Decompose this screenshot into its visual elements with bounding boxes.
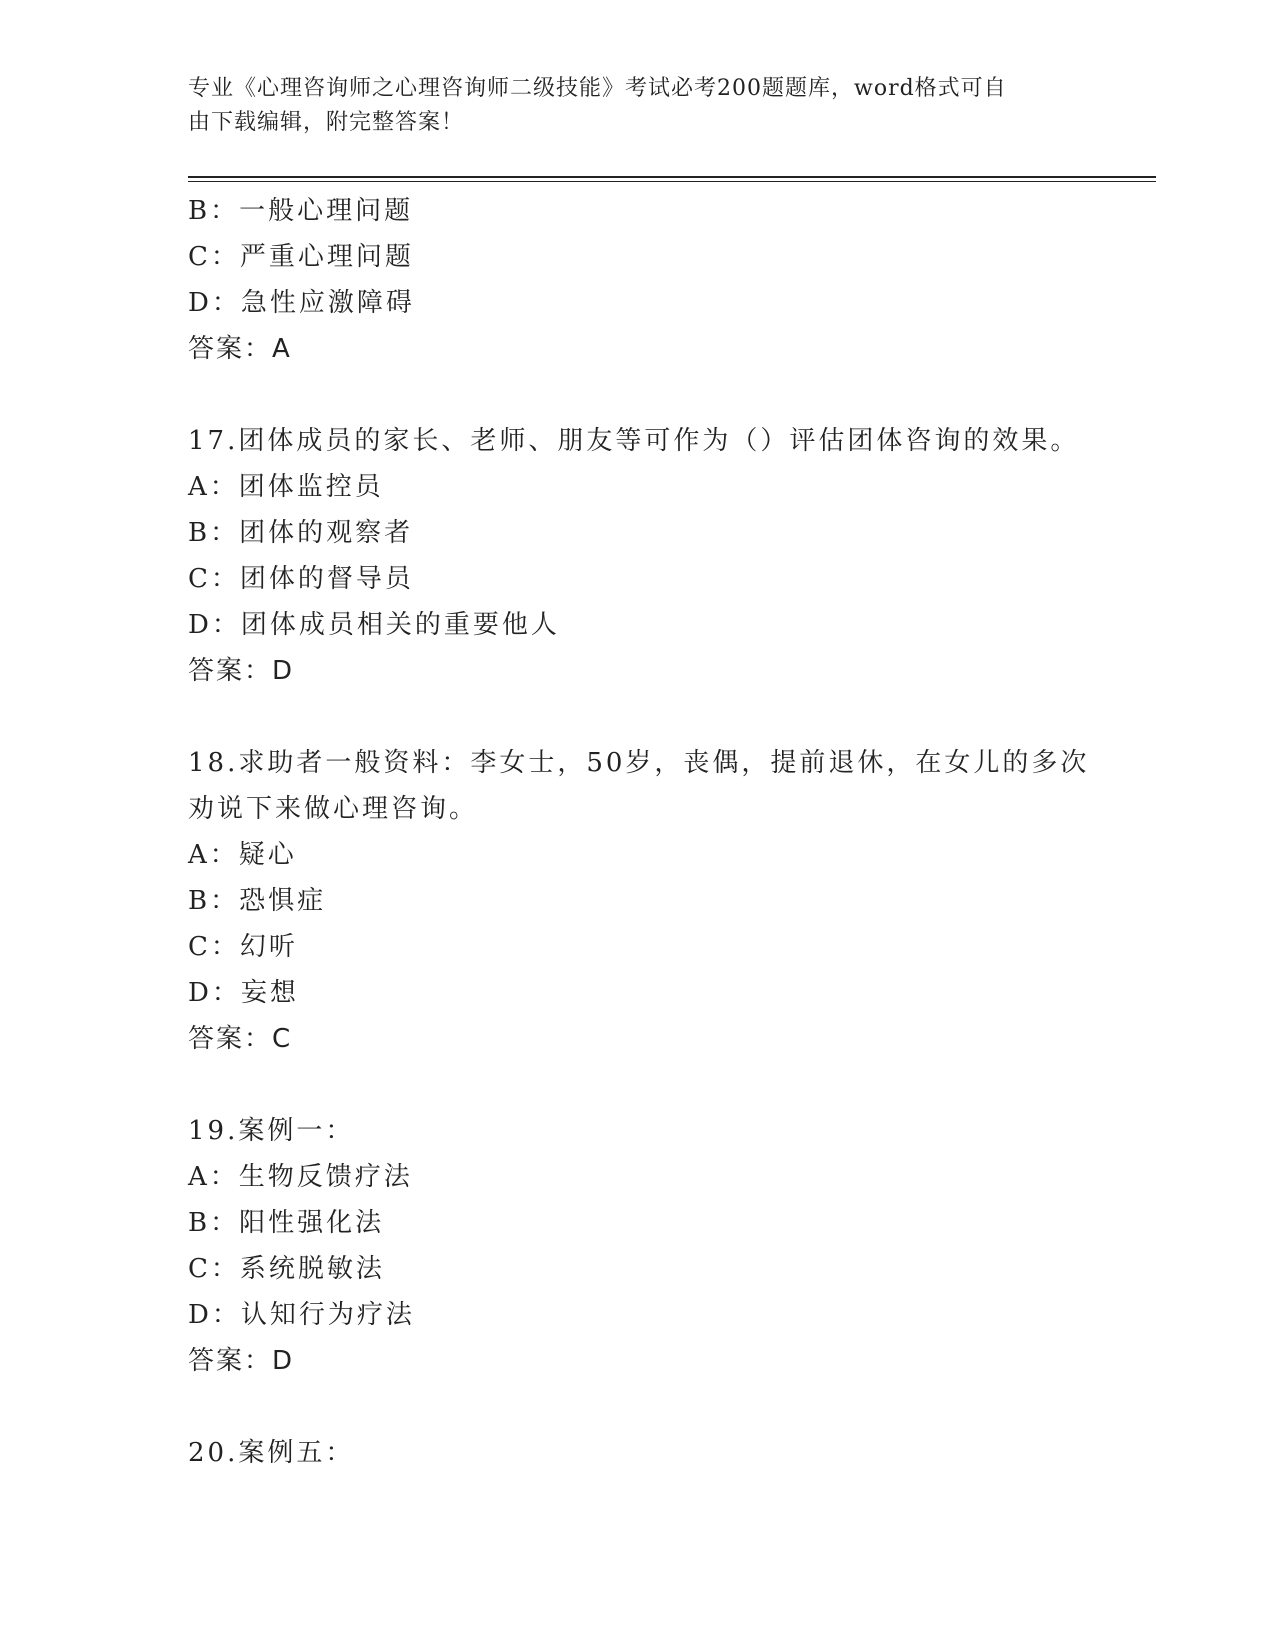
option-c: C：严重心理问题 bbox=[188, 242, 414, 272]
answer-line: 答案：A bbox=[188, 334, 292, 364]
question-17 bbox=[188, 418, 1128, 694]
question-stem: 18.求助者一般资料：李女士，50岁，丧偶，提前退休，在女儿的多次 bbox=[188, 748, 1090, 778]
document-header bbox=[188, 72, 1068, 140]
option-a: A：生物反馈疗法 bbox=[188, 1162, 413, 1192]
question-20 bbox=[188, 1430, 1128, 1476]
question-stem-continued: 劝说下来做心理咨询。 bbox=[188, 794, 479, 824]
question-16-continued bbox=[188, 188, 1128, 372]
answer-line: 答案：C bbox=[188, 1024, 293, 1054]
option-c: C：团体的督导员 bbox=[188, 564, 414, 594]
option-a: A：团体监控员 bbox=[188, 472, 384, 502]
option-a: A：疑心 bbox=[188, 840, 297, 870]
question-list bbox=[188, 188, 1128, 1476]
header-line-1: 专业《心理咨询师之心理咨询师二级技能》考试必考200题题库，word格式可自 bbox=[188, 76, 1007, 101]
header-line-2: 由下载编辑，附完整答案！ bbox=[188, 110, 465, 135]
option-b: B：阳性强化法 bbox=[188, 1208, 385, 1238]
option-d: D：妄想 bbox=[188, 978, 299, 1008]
question-19 bbox=[188, 1108, 1128, 1384]
option-b: B：恐惧症 bbox=[188, 886, 327, 916]
option-b: B：一般心理问题 bbox=[188, 196, 414, 226]
option-b: B：团体的观察者 bbox=[188, 518, 414, 548]
header-rule-thick bbox=[188, 176, 1156, 178]
question-18 bbox=[188, 740, 1128, 1062]
question-stem: 17.团体成员的家长、老师、朋友等可作为（）评估团体咨询的效果。 bbox=[188, 426, 1080, 456]
option-d: D：团体成员相关的重要他人 bbox=[188, 610, 560, 640]
option-d: D：认知行为疗法 bbox=[188, 1300, 415, 1330]
answer-line: 答案：D bbox=[188, 1346, 295, 1376]
header-rule-thin bbox=[188, 181, 1156, 182]
option-d: D：急性应激障碍 bbox=[188, 288, 415, 318]
question-stem: 20.案例五： bbox=[188, 1438, 355, 1468]
question-stem: 19.案例一： bbox=[188, 1116, 355, 1146]
option-c: C：系统脱敏法 bbox=[188, 1254, 385, 1284]
option-c: C：幻听 bbox=[188, 932, 298, 962]
answer-line: 答案：D bbox=[188, 656, 295, 686]
